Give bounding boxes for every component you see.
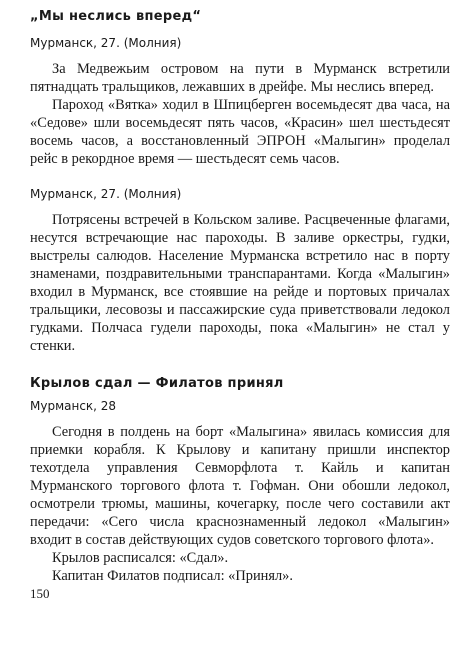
dateline-1: Мурманск, 27. (Молния)	[30, 36, 182, 50]
section-title-1: „Мы неслись вперед“	[30, 9, 202, 24]
section-title-2: Крылов сдал — Филатов принял	[30, 376, 284, 391]
paragraph: Капитан Филатов подписал: «Принял».	[52, 568, 293, 584]
paragraph: Потрясены встречей в Кольском заливе. Расцвеченные флагами, несутся встречающие нас пароходы. В заливе оркестры, гудки, выстрелы салюдов. Население Мурманска встретило нас в порту знаменами, поздравительными транспарантами. Когда «Малыгин» входил в Мурманск, все стоявшие на рейде и портовых причалах тральщики, лесовозы и пассажирские суда приветствовали ледокол гудками. Полчаса гудели пароходы, пока «Малыгин» не стал у стенки.	[30, 212, 450, 354]
page-number: 150	[30, 586, 50, 601]
dateline-2: Мурманск, 27. (Молния)	[30, 187, 182, 201]
paragraph: Сегодня в полдень на борт «Малыгина» явилась комиссия для приемки корабля. К Крылову и капитану пришли инспектор техотдела управления Севморфлота т. Кайль и капитан Мурманского торгового флота т. Гофман. Они обошли ледокол, осмотрели трюмы, машины, кочегарку, после чего составили акт передачи: «Сего числа краснознаменный ледокол «Малыгин» входит в состав действующих судов советского торгового флота».	[30, 424, 450, 548]
paragraph: Пароход «Вятка» ходил в Шпицберген восемьдесят два часа, на «Седове» шли восемьдесят пять часов, «Красин» шел шестьдесят восемь часов, а восстановленный ЭПРОН «Малыгин» проделал рейс в рекордное время — шестьдесят семь часов.	[30, 97, 450, 167]
dateline-3: Мурманск, 28	[30, 399, 117, 413]
book-page	[30, 8, 450, 602]
paragraph: За Медвежьим островом на пути в Мурманск встретили пятнадцать тральщиков, лежавших в дрейфе. Мы неслись вперед.	[30, 61, 450, 95]
paragraph: Крылов расписался: «Сдал».	[52, 550, 229, 566]
